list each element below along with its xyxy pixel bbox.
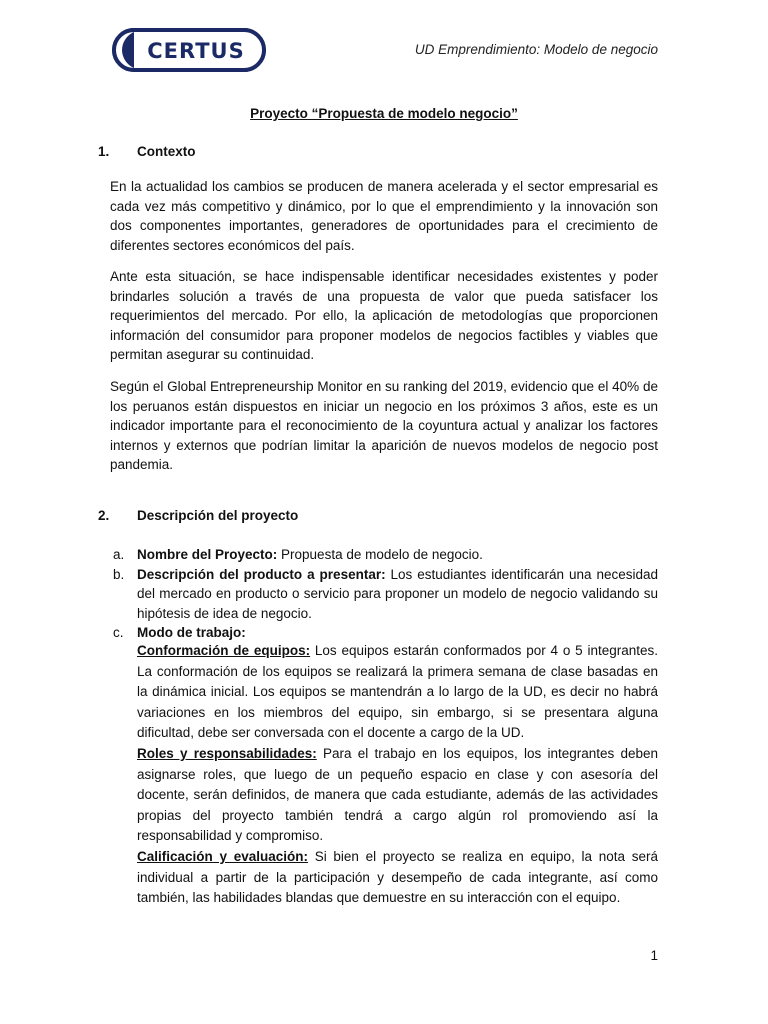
page-number: 1 <box>650 948 658 963</box>
work-mode-label: Calificación y evaluación: <box>137 848 308 864</box>
work-mode-text: Si bien el proyecto se realiza en equipo, la nota será individual a partir de la participación y desempeño de cada integrante, así como también, las habilidades blandas que demuestre en su interacción con el equipo. <box>137 848 658 906</box>
header-title: UD Emprendimiento: Modelo de negocio <box>414 42 658 57</box>
work-mode-text: Para el trabajo en los equipos, los integrantes deben asignarse roles, que luego de un pequeño espacio en clase y con asesoría del docente, serán definidos, de manera que cada estudiante, además de las actividades propias del proyecto también tendrá a cargo algún rol promoviendo así la responsabilidad y compromiso. <box>137 745 658 844</box>
list-marker: a. <box>113 547 125 562</box>
section-1-heading <box>98 144 196 159</box>
context-paragraph-3: Según el Global Entrepreneurship Monitor en su ranking del 2019, evidencio que el 40% de los peruanos están dispuestos en iniciar un negocio en los próximos 3 años, este es un indicador importante para el reconocimiento de la coyuntura actual y analizar los factores internos y externos que podrían limitar la aparición de nuevos modelos de negocio post pandemia. <box>110 379 658 472</box>
work-mode-teams <box>137 641 658 744</box>
section-2-heading <box>98 508 298 523</box>
section-number: 2. <box>98 508 110 523</box>
item-label: Nombre del Proyecto: <box>137 547 278 562</box>
section-title: Descripción del proyecto <box>137 508 299 523</box>
work-mode-grading <box>137 847 658 909</box>
work-mode-details <box>137 641 658 909</box>
logo-text: CERTUS <box>147 39 245 63</box>
item-label: Modo de trabajo: <box>137 625 246 640</box>
logo-graphic <box>112 28 266 72</box>
list-item <box>110 623 658 643</box>
work-mode-label: Conformación de equipos: <box>137 643 311 658</box>
work-mode-roles <box>137 744 658 847</box>
list-marker: b. <box>113 566 125 582</box>
work-mode-text: Los equipos estarán conformados por 4 o 5 integrantes. La conformación de los equipos se realizará la primera semana de clase basadas en la dinámica inicial. Los equipos se mantendrán a lo largo de la UD, es decir no habrá variaciones en los miembros del equipo, sin embargo, si se presentara alguna dificultad, debe ser conversada con el docente a cargo de la UD. <box>137 643 658 741</box>
context-paragraph-1: En la actualidad los cambios se producen de manera acelerada y el sector empresarial es cada vez más competitivo y dinámico, por lo que el emprendimiento y la innovación son dos componentes importantes, generadores de oportunidades para el crecimiento de diferentes sectores económicos del país. <box>110 179 658 253</box>
certus-logo <box>112 28 266 72</box>
document-title: Proyecto “Propuesta de modelo negocio” <box>250 106 518 121</box>
list-item <box>110 565 658 624</box>
item-text: Propuesta de modelo de negocio. <box>277 547 483 562</box>
list-marker: c. <box>113 625 124 640</box>
item-label: Descripción del producto a presentar: <box>137 566 386 582</box>
context-paragraph-2: Ante esta situación, se hace indispensable identificar necesidades existentes y poder brindarles solución a través de una propuesta de valor que pueda satisfacer los requerimientos del mercado. Por ello, la aplicación de metodologías que proporcionen información del consumidor para proponer modelos de negocios factibles y viables que permitan asegurar su continuidad. <box>110 269 658 362</box>
section-title: Contexto <box>137 144 196 159</box>
item-text: Los estudiantes identificarán una necesidad del mercado en producto o servicio para proponer un modelo de negocio validando su hipótesis de idea de negocio. <box>137 566 658 621</box>
section-number: 1. <box>98 144 110 159</box>
project-description-list <box>110 545 658 643</box>
list-item <box>110 545 658 565</box>
work-mode-label: Roles y responsabilidades: <box>137 745 317 761</box>
